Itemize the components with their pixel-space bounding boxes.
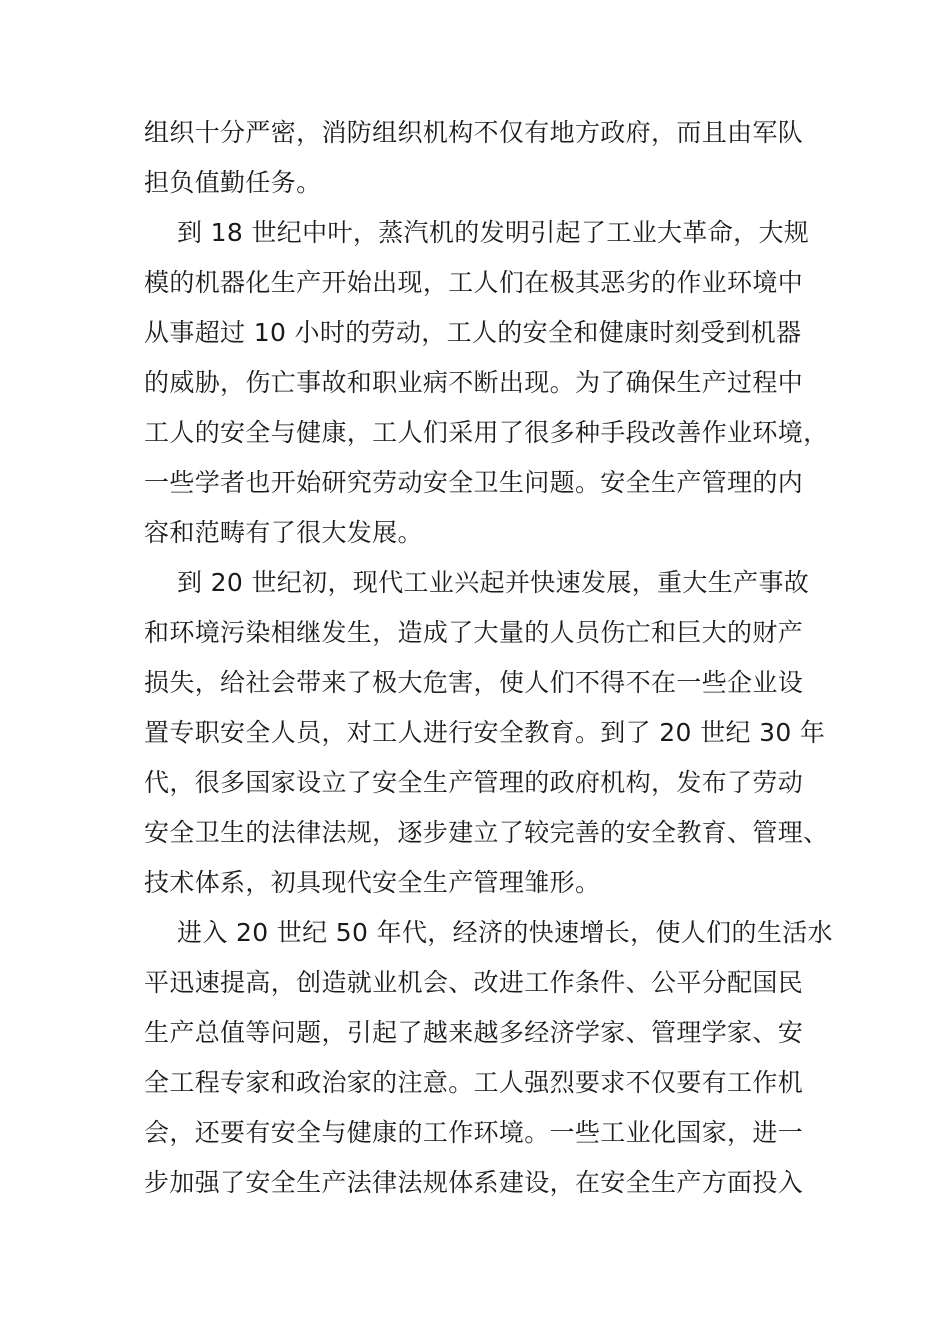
text-line: 平迅速提高，创造就业机会、改进工作条件、公平分配国民 [144,968,804,997]
document-body [144,108,833,1208]
text-line: 技术体系，初具现代安全生产管理雏形。 [144,868,601,897]
text-line: 代，很多国家设立了安全生产管理的政府机构，发布了劳动 [144,768,804,797]
paragraph-first-line: 进入 20 世纪 50 年代，经济的快速增长，使人们的生活水 [177,918,833,947]
text-line: 和环境污染相继发生，造成了大量的人员伤亡和巨大的财产 [144,618,804,647]
text-line: 损失，给社会带来了极大危害，使人们不得不在一些企业设 [144,668,804,697]
text-line: 组织十分严密，消防组织机构不仅有地方政府，而且由军队 [144,118,804,147]
text-line: 的威胁，伤亡事故和职业病不断出现。为了确保生产过程中 [144,368,804,397]
text-line: 安全卫生的法律法规，逐步建立了较完善的安全教育、管理、 [144,818,829,847]
text-line: 生产总值等问题，引起了越来越多经济学家、管理学家、安 [144,1018,804,1047]
paragraph-first-line: 到 18 世纪中叶，蒸汽机的发明引起了工业大革命，大规 [177,218,810,247]
text-line: 容和范畴有了很大发展。 [144,518,423,547]
text-line: 步加强了安全生产法律法规体系建设，在安全生产方面投入 [144,1168,804,1197]
text-line: 一些学者也开始研究劳动安全卫生问题。安全生产管理的内 [144,468,804,497]
text-line: 从事超过 10 小时的劳动，工人的安全和健康时刻受到机器 [144,318,802,347]
text-line: 担负值勤任务。 [144,168,322,197]
text-line: 全工程专家和政治家的注意。工人强烈要求不仅要有工作机 [144,1068,804,1097]
text-line: 工人的安全与健康，工人们采用了很多种手段改善作业环境， [144,418,829,447]
text-line: 置专职安全人员，对工人进行安全教育。到了 20 世纪 30 年 [144,718,826,747]
paragraph-first-line: 到 20 世纪初，现代工业兴起并快速发展，重大生产事故 [177,568,810,597]
text-line: 会，还要有安全与健康的工作环境。一些工业化国家，进一 [144,1118,804,1147]
text-line: 模的机器化生产开始出现，工人们在极其恶劣的作业环境中 [144,268,804,297]
